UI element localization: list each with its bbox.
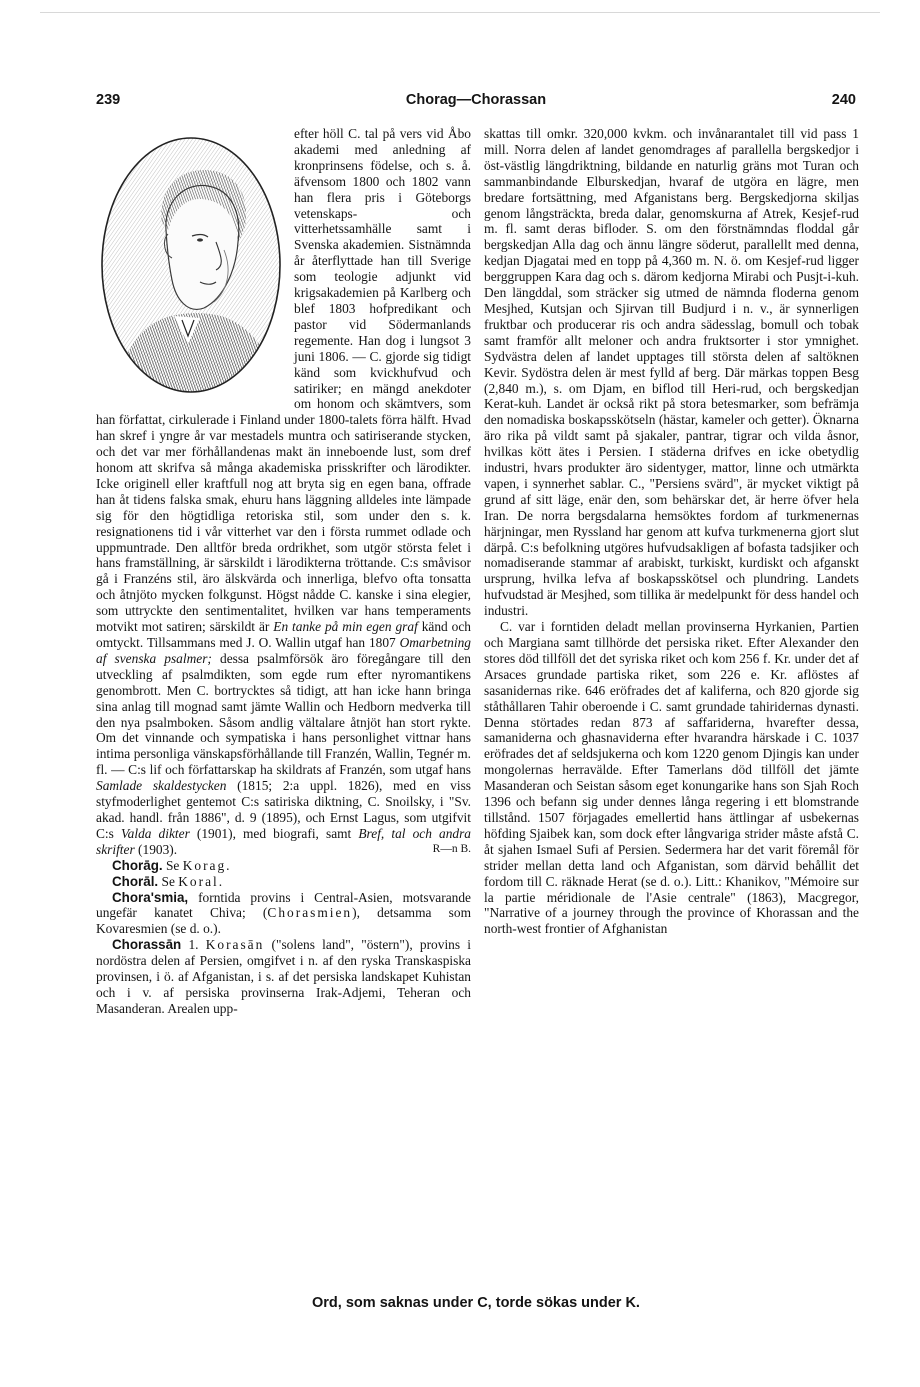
bio-text-2: känd och omtyckt. Tillsammans med J. O. Wallin utgaf han 1807 (96, 619, 471, 650)
work-title-2: Omarbetning af svenska psalmer; (96, 635, 471, 666)
right-column (484, 126, 859, 937)
entry-text: ("solens land", "östern"), provins i nordöstra delen af Persien, omgifvet i n. af den ryska Transkaspiska provinsen, i ö. af Afganistan, i s. af det persiska landskapet Kuhistan och i v. af persiska provinserna Irak-Adjemi, Teheran och Masanderan. Arealen upp- (96, 937, 471, 1016)
work-title-3: Samlade skaldestycken (96, 778, 227, 794)
work-title-4: Valda dikter (120, 825, 190, 841)
headword: Chorāg. (112, 857, 163, 873)
running-header (96, 92, 856, 114)
bio-text-3: dessa psalmförsök äro föregångare till den utveckling af psalmdikten, som egde rum efter nyromantikens genombrott. Men C. bortrycktes så tidigt, att han icke hann bringa sina anlag till mognad samt jämte Wallin och Hedborn medverka till den nya psalmboken. Såsom andlig vältalare åtnjöt han stort rykte. Om det vinnande och sympatiska i hans personlighet vittnar hans intima personliga vänskapsförhållande till Franzén, Wallin, Tegnér m. fl. — C:s lif och författarskap ha skildrats af Franzén, som utgaf hans (96, 650, 471, 778)
work-title-5: Bref, tal och andra skrifter (96, 825, 471, 857)
entry-text: forntida provins i Central-Asien, motsvarande ungefär kanatet Chiva; ( (96, 889, 471, 921)
portrait-engraving (96, 130, 286, 400)
entry-chorasmia (96, 890, 471, 938)
cross-reference: Korag. (182, 857, 232, 873)
entry-chorag (96, 858, 471, 874)
see-label: Se (161, 873, 175, 889)
see-label: Se (165, 857, 180, 873)
scan-edge-line (40, 12, 880, 13)
bio-text-4: (1815; 2:a uppl. 1826), med en viss styfmoderlighet gentemot C:s satiriska diktning, C. Snoilsky, i "Sv. akad. handl. från 1886", d. 9 (1895), och Ernst Lagus, som utgifvit C:s (96, 778, 471, 841)
page-footer-note: Ord, som saknas under C, torde sökas under K. (312, 1295, 640, 1311)
headword: Chorassān (112, 937, 182, 953)
entry-chorassan (96, 937, 471, 1017)
entry-text: ), detsamma som Kovaresmien (se d. o.). (96, 905, 471, 937)
cross-reference: Koral. (178, 873, 225, 889)
running-title: Chorag—Chorassan (405, 92, 547, 108)
entry-number: 1. (188, 937, 199, 953)
headword: Chora'smia, (112, 889, 189, 905)
headword: Chorāl. (112, 873, 159, 889)
page-number-left: 239 (96, 92, 121, 108)
author-signature: R—n B. (432, 842, 471, 855)
work-title-1: En tanke på min egen graf (273, 619, 418, 635)
history-paragraph: C. var i forntiden deladt mellan provinserna Hyrkanien, Partien och Margiana samt tillhörde det persiska riket. Efter Alexander den stores död tillföll det det syriska riket och kom 256 f. Kr. under det af Arsaces grundade partiska riket, som 226 e. Kr. aflöstes af sasanidernas rike. 646 eröfrades det af kaliferna, och 820 gjorde sig ståthållaren Tahir oberoende i C. samt grundade tahiridernas dynasti. Denna störtades redan 873 af saffariderna, hvarefter dessa, samaniderna och ghasnaviderna efter hvarandra härskade i C. 1037 eröfrades det af seldsjukerna och kom 1220 genom Djingis kan under mongolernas herravälde. Efter Tamerlans död tillföll det jämte Masanderan och Seistan såsom eget konungarike hans son Sjah Roch 1396 och befann sig under dennes långa regering i ett blomstrande tillstånd. 1507 förjagades emellertid hans ättlingar af usbekernas höfding Sjaibek kan, som dock efter långvariga strider måste afstå C. åt sjahen Ismael Sufi af Persien. Sedermera har det varit föremål för strider mellan detta land och Afganistan, som därvid behållit det fordom till C. räknade Herat (se d. o.). Litt.: Khanikov, "Mémoire sur la partie méridionale de l'Asie centrale" (1863), Macgregor, "Narrative of a journey through the province of Khorassan and the north-west frontier of Afghanistan (484, 619, 859, 937)
geography-paragraph: skattas till omkr. 320,000 kvkm. och invånarantalet till vid pass 1 mill. Norra delen af landet genomdrages af parallella bergskedjor i öst-västlig längdriktning, bildande en naturlig gräns mot Turan och sammanbindande Elburskedjan, hvaraf de utgöra en lägre, men bredare fortsättning, med Afganistans berg. Bergskedjorna skiljas genom långsträckta, breda dalar, genomskurna af Atrek, Kesjef-rud m. fl. samt deras bifloder. S. om den förstnämndas floddal går bergskedjan Alla dag och ännu längre söderut, parallellt med denna, kedjan Djagatai med en topp på 4,360 m. N. ö. om Kesjef-rud ligger berggruppen Kara dag och s. därom kedjorna Mirabi och Pusjt-i-kuh. Den längddal, som sträcker sig utmed de nämnda floderna genom Mesjhed, Kutsjan och Sjirvan till Budjurd i n. v., är synnerligen fruktbar och producerar ris och andra sädesslag, bomull och tobak samt framför allt meloner och andra fruktsorter i stor ymnighet. Sydvästra delen af landet upptages till största delen af saltöknen Kevir. Sydöstra delen är mest fylld af berg. Där märkas toppen Besg (2,840 m.), s. om Djam, en biflod till Heri-rud, och bergskedjan Kerat-kuh. Landet är också rikt på stora betesmarker, som befrämja den nomadiska boskapsskötseln (hästar, kameler och getter). Öknarna äro rika på vildt samt på sjakaler, pantrar, tigrar och vilda åsnor, hvilkas kött ätes i Persien. I städerna drifves en icke obetydlig industri, hvars produkter äro sidentyger, mattor, linne och utmärkta vapen, i synnerhet sablar. C., "Persiens svärd", är mycket viktigt på grund af sitt läge, enär den, som behärskar det, är herre öfver hela Iran. De norra bergsdalarna hemsöktes fordom af turkmenernas härjningar, men Ryssland har genom att kufva turkmenerna gjort slut därpå. C:s befolkning utgöres hufvudsakligen af bofasta tadsjiker och nomadiserande stammar af arabiskt, turkiskt, kurdiskt och afganskt ursprung, hvilka lefva af boskapsskötsel och plundring. Landets hufvudstad är Mesjhed, som tillika är medelpunkt för dess handel och industri. (484, 126, 859, 619)
left-column (96, 126, 471, 1017)
spaced-term: Korasān (205, 937, 265, 953)
entry-choral (96, 874, 471, 890)
page-number-right: 240 (831, 92, 856, 108)
spaced-term: Chorasmien (267, 905, 353, 921)
bio-text-6: (1903). (138, 841, 178, 857)
bio-text-1: efter höll C. tal på vers vid Åbo akademi med anledning af kronprinsens födelse, och s. å. äfvensom 1800 och 1802 vann han flera pris i Göteborgs vetenskaps- och vitterhetssamhälle samt i Svenska akademien. Sistnämnda år återflyttade han till Sverige som teologie adjunkt vid krigsakademien på Karlberg och blef 1803 hofpredikant och pastor vid Södermanlands regemente. Han dog i lungsot 3 juni 1806. — C. gjorde sig tidigt känd som kvickhufvud och satiriker; en mängd anekdoter om honom och skämtvers, som han författat, cirkulerade i Finland under 1800-talets förra hälft. Hvad han skref i yngre år var mestadels muntra och satiriserande stycken, och det var mer förhållandenas makt än inneboende lust, som dref honom att skrifva så många akademiska prisskrifter och lärodikter. Icke originell eller kraftfull nog att bryta sig en egen bana, offrade han åt tidens falska smak, ehuru hans läggning alldeles inte lämpade sig för den högtidliga retoriska stil, som under den s. k. resignationens tid i vår vitterhet var den i första rummet odlade och uppmuntrade. Den alltför breda ordrikhet, som utgör största felet i hans framställning, är särskildt i lärodikterna tröttande. C:s småvisor gå i Franzéns stil, äro älskvärda och innerliga, blefvo ofta tonsatta och åtnjöto mycken folkgunst. Högst nådde C. kanske i sina elegier, som uttryckte den sentimentalitet, hvilken var hans temperaments motvikt mot satiren; särskildt är (96, 126, 471, 635)
bio-text-5: (1901), med biografi, samt (196, 825, 352, 841)
